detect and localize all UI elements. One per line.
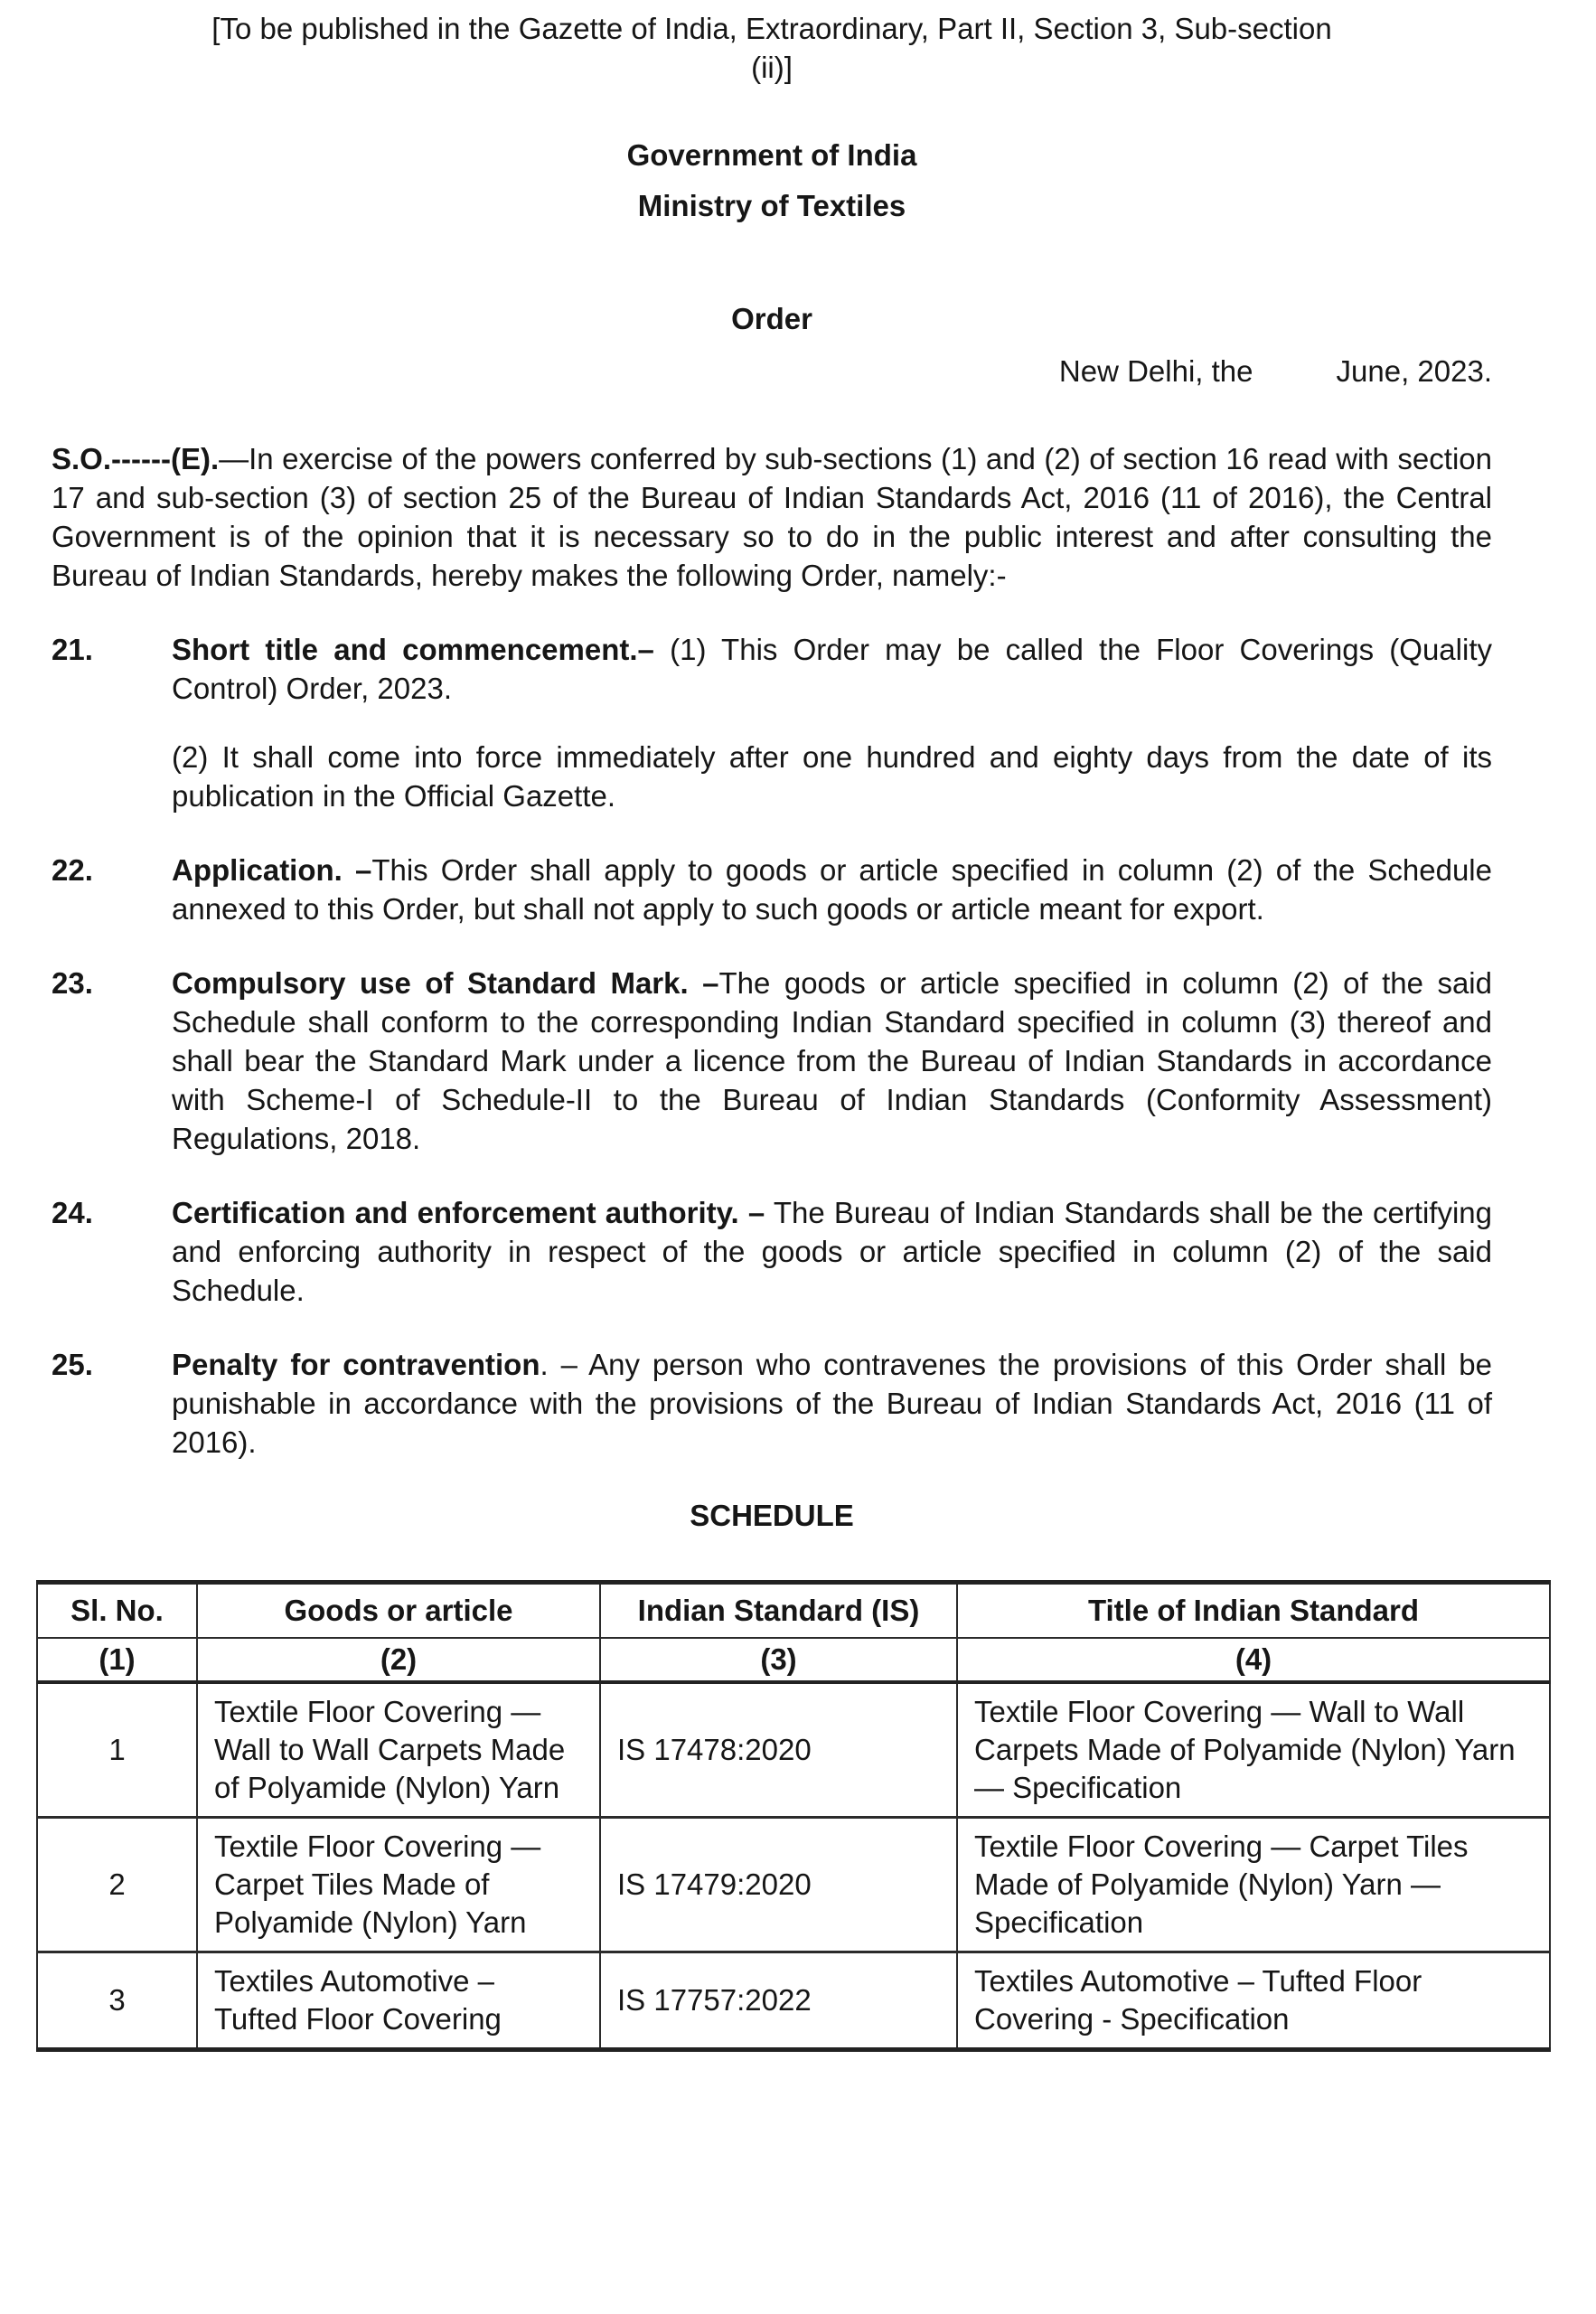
government-title: Government of India [626, 138, 917, 172]
dateline-date: June, 2023. [1336, 354, 1492, 388]
goods-cell: Textile Floor Covering — Wall to Wall Carpets Made of Polyamide (Nylon) Yarn [197, 1682, 600, 1818]
sl-no-cell: 2 [37, 1818, 197, 1952]
order-heading: Order [731, 302, 812, 335]
standard-title-cell: Textile Floor Covering — Carpet Tiles Made of Polyamide (Nylon) Yarn — Specification [957, 1818, 1550, 1952]
gazette-note-line1: [To be published in the Gazette of India, Extraordinary, Part II, Section 3, Sub-section [211, 12, 1332, 45]
clause-title: Certification and enforcement authority. – [172, 1196, 765, 1229]
goods-cell: Textiles Automotive – Tufted Floor Covering [197, 1952, 600, 2050]
is-code-cell: IS 17479:2020 [600, 1818, 957, 1952]
table-row-3 [37, 1952, 1550, 2050]
clause-22 [52, 851, 1492, 928]
goods-cell: Textile Floor Covering — Carpet Tiles Made of Polyamide (Nylon) Yarn [197, 1818, 600, 1952]
clause-23 [52, 964, 1492, 1158]
clause-text: The goods or article specified in column (2) of the said Schedule shall conform to the corresponding Indian Standard specified in column (3) thereof and shall bear the Standard Mark under a licence from the Bureau of Indian Standards in accordance with Scheme-I of Schedule-II to the Bureau of Indian Standards (Conformity Assessment) Regulations, 2018. [172, 966, 1492, 1155]
table-row-1 [37, 1682, 1550, 1818]
clause-subparagraph: (2) It shall come into force immediately after one hundred and eighty days from the date of its publication in the Official Gazette. [172, 740, 1492, 813]
clause-paragraph [172, 1193, 1492, 1310]
schedule-table-column-numbers-row [37, 1638, 1550, 1682]
col-header-title: Title of Indian Standard [957, 1583, 1550, 1639]
standard-title-cell: Textiles Automotive – Tufted Floor Covering - Specification [957, 1952, 1550, 2050]
clause-21 [52, 630, 1492, 815]
gazette-publication-note [52, 9, 1492, 87]
col-number-4: (4) [957, 1638, 1550, 1682]
schedule-table [36, 1580, 1551, 2052]
dateline [52, 352, 1492, 390]
so-notification-paragraph [52, 439, 1492, 595]
clause-body [172, 851, 1492, 928]
clause-25 [52, 1345, 1492, 1462]
clause-body [172, 1193, 1492, 1310]
clause-number: 22. [52, 853, 93, 887]
clause-number: 23. [52, 966, 93, 1000]
so-number: S.O.------(E). [52, 442, 220, 475]
schedule-heading: SCHEDULE [690, 1499, 854, 1532]
clause-paragraph [172, 630, 1492, 708]
clause-number: 24. [52, 1196, 93, 1229]
is-code-cell: IS 17757:2022 [600, 1952, 957, 2050]
clause-text: This Order shall apply to goods or article specified in column (2) of the Schedule annexed to this Order, but shall not apply to such goods or article meant for export. [172, 853, 1492, 926]
clause-body [172, 964, 1492, 1158]
clause-paragraph [172, 851, 1492, 928]
clause-number: 21. [52, 633, 93, 666]
sl-no-cell: 3 [37, 1952, 197, 2050]
is-code-cell: IS 17478:2020 [600, 1682, 957, 1818]
clause-24 [52, 1193, 1492, 1310]
so-body-text: —In exercise of the powers conferred by sub-sections (1) and (2) of section 16 read with section 17 and sub-section (3) of section 25 of the Bureau of Indian Standards Act, 2016 (11 of 2016), the Central Government is of the opinion that it is necessary so to do in the public interest and after consulting the Bureau of Indian Standards, hereby makes the following Order, namely:- [52, 442, 1492, 592]
col-number-3: (3) [600, 1638, 957, 1682]
col-header-goods: Goods or article [197, 1583, 600, 1639]
clause-title: Application. – [172, 853, 372, 887]
ministry-title: Ministry of Textiles [637, 189, 906, 222]
col-number-2: (2) [197, 1638, 600, 1682]
clause-body [172, 630, 1492, 815]
dateline-place: New Delhi, the [1058, 354, 1253, 388]
clause-text: The Bureau of Indian Standards shall be the certifying and enforcing authority in respect of the goods or article specified in column (2) of the said Schedule. [172, 1196, 1493, 1307]
gazette-note-line2: (ii)] [751, 51, 793, 84]
clause-title: Compulsory use of Standard Mark. – [172, 966, 719, 1000]
clause-text: . – Any person who contravenes the provisions of this Order shall be punishable in accordance with the provisions of the Bureau of Indian Standards Act, 2016 (11 of 2016). [172, 1348, 1492, 1459]
standard-title-cell: Textile Floor Covering — Wall to Wall Carpets Made of Polyamide (Nylon) Yarn — Specification [957, 1682, 1550, 1818]
table-row-2 [37, 1818, 1550, 1952]
col-header-indian-standard: Indian Standard (IS) [600, 1583, 957, 1639]
clause-title: Penalty for contravention [172, 1348, 540, 1381]
col-header-sl-no: Sl. No. [37, 1583, 197, 1639]
clause-text: (1) This Order may be called the Floor Coverings (Quality Control) Order, 2023. [172, 633, 1492, 705]
clause-paragraph [172, 964, 1492, 1158]
clause-title: Short title and commencement.– [172, 633, 654, 666]
clause-body [172, 1345, 1492, 1462]
col-number-1: (1) [37, 1638, 197, 1682]
clause-paragraph [172, 1345, 1492, 1462]
clause-number: 25. [52, 1348, 93, 1381]
sl-no-cell: 1 [37, 1682, 197, 1818]
schedule-table-header-row [37, 1583, 1550, 1639]
